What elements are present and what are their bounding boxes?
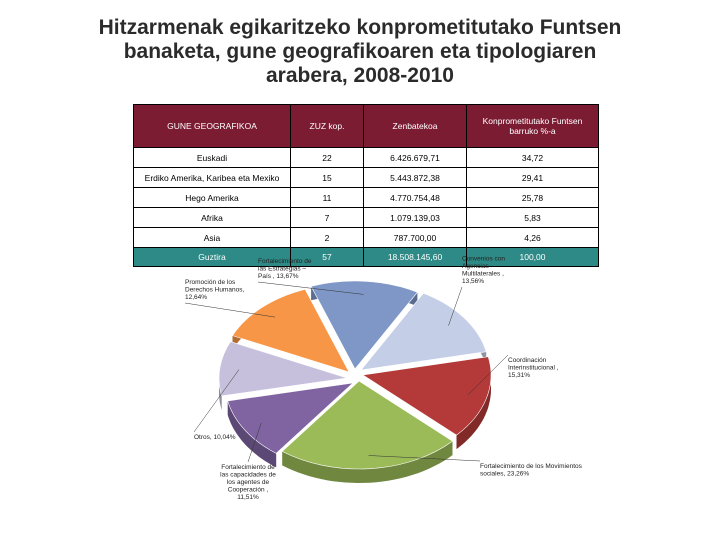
cell-percent: 4,26 — [467, 228, 599, 248]
pie-slice-label-line: País , 13,67% — [258, 273, 299, 280]
cell-percent: 5,83 — [467, 208, 599, 228]
cell-amount: 5.443.872,38 — [364, 168, 467, 188]
cell-count: 22 — [291, 148, 364, 168]
pie-slice-label-line: Multilaterales , — [462, 270, 504, 278]
pie-slice-label — [480, 463, 583, 478]
cell-count: 7 — [291, 208, 364, 228]
cell-region: Asia — [134, 228, 291, 248]
pie-slice-label-line: Cooperación , — [227, 486, 269, 494]
cell-count: 11 — [291, 188, 364, 208]
cell-count: 15 — [291, 168, 364, 188]
pie-slice-label-line: los agentes de — [226, 479, 270, 486]
cell-amount: 1.079.139,03 — [364, 208, 467, 228]
cell-region: Euskadi — [134, 148, 291, 168]
title-line-1: Hitzarmenak egikaritzeko konprometitutako Funtsen — [98, 16, 622, 39]
pie-slice-label-line: las Estrategias – — [258, 265, 307, 273]
pie-slice-label-line: Fortalecimiento de — [258, 258, 312, 265]
cell-amount: 6.426.679,71 — [364, 148, 467, 168]
cell-amount: 4.770.754,48 — [364, 188, 467, 208]
header-amount: Zenbatekoa — [364, 105, 467, 148]
pie-slice-label-line: Agencias — [462, 263, 489, 270]
pie-slice-label-line: 12,64% — [185, 294, 208, 301]
cell-region: Afrika — [134, 208, 291, 228]
total-percent: 100,00 — [467, 248, 599, 267]
cell-percent: 25,78 — [467, 188, 599, 208]
cell-percent: 29,41 — [467, 168, 599, 188]
cell-region: Erdiko Amerika, Karibea eta Mexiko — [134, 168, 291, 188]
cell-count: 2 — [291, 228, 364, 248]
pie-slice-label-line: Fortalecimiento de los Movimientos — [480, 463, 582, 470]
pie-slice-label — [185, 279, 244, 301]
pie-slice-label — [220, 464, 276, 501]
pie-slice-label-line: Promoción de los — [185, 279, 236, 286]
pie-slice-label — [508, 357, 559, 379]
pie-slice-label-line: Fortalecimiento de — [221, 464, 275, 471]
pie-slice-label-line: Convenios con — [462, 255, 505, 263]
pie-slice-label-line: las capacidades de — [220, 471, 276, 479]
cell-percent: 34,72 — [467, 148, 599, 168]
title-line-2: banaketa, gune geografikoaren eta tipologiaren — [123, 40, 597, 63]
pie-slice-label — [258, 258, 312, 280]
pie-slice-label-line: 11,51% — [237, 494, 259, 501]
header-region: GUNE GEOGRAFIKOA — [134, 105, 291, 148]
pie-slice-label — [194, 434, 236, 441]
pie-slice-label — [462, 256, 505, 286]
total-label: Guztira — [134, 248, 291, 267]
pie-slice-label-line: 15,31% — [508, 372, 531, 379]
pie-slice-label-line: Coordinación — [508, 357, 547, 364]
pie-slice-label-line: Interinstitucional , — [508, 364, 559, 372]
pie-slice-label-line: Derechos Humanos, — [185, 286, 245, 294]
title-line-3: arabera, 2008-2010 — [266, 64, 454, 87]
cell-amount: 787.700,00 — [364, 228, 467, 248]
total-count: 57 — [291, 248, 364, 267]
pie-slice-label-line: sociales, 23,26% — [480, 470, 530, 478]
header-percent: Konprometitutako Funtsen barruko %-a — [467, 105, 599, 148]
cell-region: Hego Amerika — [134, 188, 291, 208]
pie-slice-label-line: 13,56% — [462, 278, 485, 285]
header-count: ZUZ kop. — [291, 105, 364, 148]
total-amount: 18.508.145,60 — [364, 248, 467, 267]
pie-slice-label-line: Otros, 10,04% — [194, 434, 236, 441]
